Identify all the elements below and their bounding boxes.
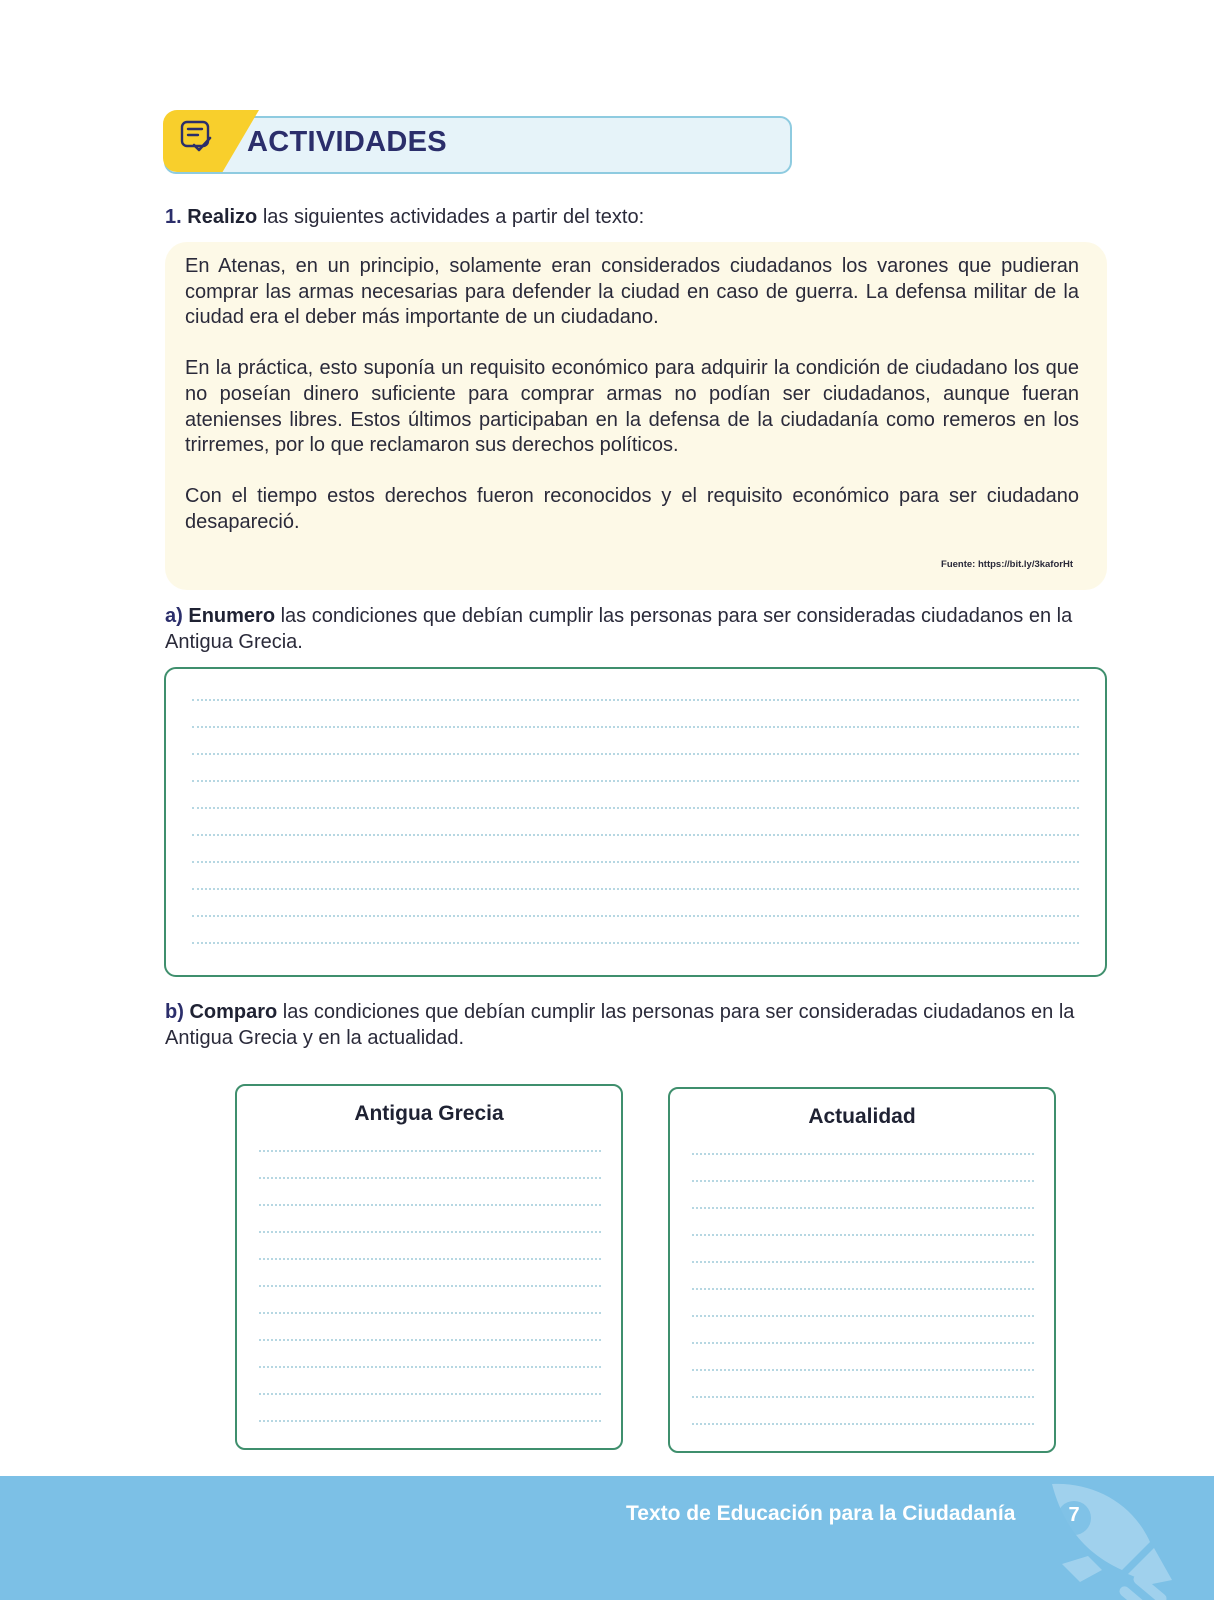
answer-line[interactable] (259, 1420, 601, 1422)
answer-line[interactable] (259, 1393, 601, 1395)
answer-line[interactable] (192, 807, 1079, 809)
page-footer (0, 1476, 1214, 1600)
answer-line[interactable] (259, 1312, 601, 1314)
answer-line[interactable] (192, 699, 1079, 701)
answer-line[interactable] (192, 861, 1079, 863)
question-b-verb: Comparo (189, 1001, 278, 1023)
answer-box-a[interactable] (164, 667, 1107, 977)
answer-line[interactable] (259, 1231, 601, 1233)
question-b-text: las condiciones que debían cumplir las personas para ser consideradas ciudadanos en la Antigua Grecia y en la actualidad. (165, 1001, 1075, 1049)
answer-line[interactable] (259, 1258, 601, 1260)
rocket-icon (1032, 1476, 1182, 1600)
answer-line[interactable] (692, 1396, 1034, 1398)
answer-line[interactable] (259, 1339, 601, 1341)
page-title: ACTIVIDADES (247, 126, 447, 158)
answer-line[interactable] (259, 1285, 601, 1287)
compare-box-antigua-grecia[interactable] (235, 1084, 623, 1450)
answer-line[interactable] (692, 1342, 1034, 1344)
answer-line[interactable] (692, 1369, 1034, 1371)
instruction-number: 1. (165, 206, 182, 228)
answer-line[interactable] (692, 1288, 1034, 1290)
question-a (165, 604, 1111, 655)
answer-line[interactable] (192, 726, 1079, 728)
question-a-verb: Enumero (188, 605, 276, 627)
answer-line[interactable] (192, 915, 1079, 917)
reading-paragraph-1: En Atenas, en un principio, solamente eran considerados ciudadanos los varones que pudieran comprar las armas necesarias para defender la ciudad en caso de guerra. La defensa militar de la ciudad era el deber más importante de un ciudadano. (185, 255, 1079, 329)
answer-line[interactable] (692, 1234, 1034, 1236)
answer-line[interactable] (259, 1204, 601, 1206)
reading-paragraph-2: En la práctica, esto suponía un requisito económico para adquirir la condición de ciudadano los que no poseían dinero suficiente para comprar armas no podían ser ciudadanos, aunque fueran atenienses libres. Estos últimos participaban en la defensa de la ciudadanía como remeros en los trirremes, por lo que reclamaron sus derechos políticos. (185, 357, 1079, 457)
instruction-verb: Realizo (187, 206, 258, 228)
reading-paragraph-3: Con el tiempo estos derechos fueron reconocidos y el requisito económico para ser ciudadano desapareció. (185, 484, 1079, 533)
answer-line[interactable] (259, 1177, 601, 1179)
answer-line[interactable] (192, 780, 1079, 782)
answer-line[interactable] (259, 1150, 601, 1152)
answer-line[interactable] (692, 1153, 1034, 1155)
answer-line[interactable] (692, 1423, 1034, 1425)
question-a-letter: a) (165, 605, 183, 627)
answer-line[interactable] (192, 942, 1079, 944)
instruction-1 (165, 206, 644, 229)
reading-box (165, 242, 1107, 590)
answer-line[interactable] (192, 753, 1079, 755)
instruction-text: las siguientes actividades a partir del texto: (257, 206, 645, 228)
answer-line[interactable] (259, 1366, 601, 1368)
checklist-icon (178, 118, 214, 154)
answer-line[interactable] (692, 1315, 1034, 1317)
reading-source: Fuente: https://bit.ly/3kaforHt (941, 559, 1073, 570)
question-a-text: las condiciones que debían cumplir las personas para ser consideradas ciudadanos en la Antigua Grecia. (165, 605, 1073, 653)
answer-line[interactable] (692, 1180, 1034, 1182)
answer-line[interactable] (192, 834, 1079, 836)
footer-book-title: Texto de Educación para la Ciudadanía (626, 1502, 1016, 1525)
answer-line[interactable] (692, 1207, 1034, 1209)
answer-line[interactable] (192, 888, 1079, 890)
compare-title-right: Actualidad (808, 1105, 916, 1128)
compare-title-left: Antigua Grecia (354, 1102, 504, 1125)
compare-box-actualidad[interactable] (668, 1087, 1056, 1453)
question-b-letter: b) (165, 1001, 184, 1023)
page-number: 7 (1068, 1504, 1080, 1526)
answer-line[interactable] (692, 1261, 1034, 1263)
question-b (165, 1000, 1111, 1051)
